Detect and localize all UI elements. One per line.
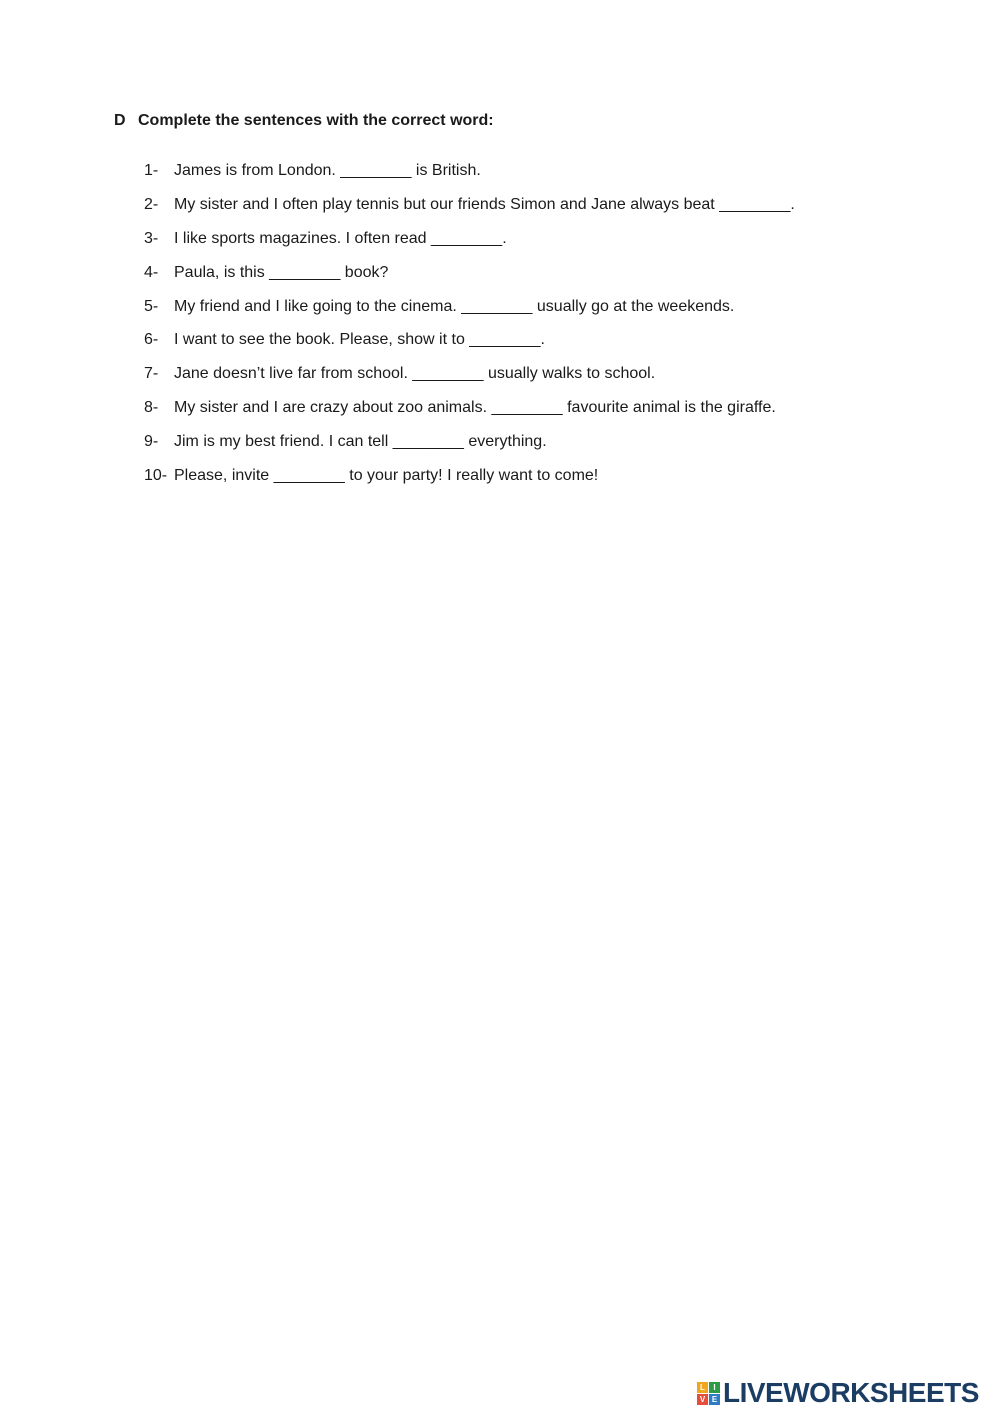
exercise-item-10 [144, 465, 795, 499]
item-number: 9- [144, 433, 159, 451]
item-text: I like sports magazines. I often read ________. [174, 229, 507, 247]
exercise-item-2 [144, 194, 795, 228]
exercise-item-4 [144, 262, 795, 296]
exercise-item-3 [144, 228, 795, 262]
exercise-item-1 [144, 160, 795, 194]
item-text: My friend and I like going to the cinema. ________ usually go at the weekends. [174, 297, 735, 315]
item-number: 2- [144, 195, 159, 213]
logo-tile-v: V [697, 1394, 708, 1405]
item-number: 4- [144, 263, 159, 281]
liveworksheets-logo [697, 1378, 979, 1408]
exercise-item-9 [144, 431, 795, 465]
section-heading [114, 112, 494, 130]
item-text: Jane doesn’t live far from school. ________ usually walks to school. [174, 365, 656, 383]
item-text: My sister and I are crazy about zoo animals. ________ favourite animal is the giraffe. [174, 399, 776, 417]
item-text: Please, invite ________ to your party! I really want to come! [174, 467, 599, 485]
item-number: 8- [144, 399, 159, 417]
item-number: 10- [144, 467, 168, 485]
item-number: 1- [144, 162, 159, 179]
logo-wordmark: LIVEWORKSHEETS [723, 1377, 979, 1408]
section-letter: D [114, 112, 126, 129]
item-text: My sister and I often play tennis but our friends Simon and Jane always beat ________. [174, 195, 795, 213]
item-text: I want to see the book. Please, show it to ________. [174, 331, 545, 349]
logo-icon [697, 1382, 720, 1405]
logo-tile-l: L [697, 1382, 708, 1393]
item-number: 7- [144, 365, 159, 383]
logo-tile-e: E [709, 1394, 720, 1405]
item-text: Jim is my best friend. I can tell ________ everything. [174, 433, 547, 451]
item-number: 6- [144, 331, 159, 349]
item-number: 5- [144, 297, 159, 315]
exercise-item-8 [144, 397, 795, 431]
item-text: Paula, is this ________ book? [174, 263, 389, 281]
exercise-list [144, 160, 795, 499]
item-text: James is from London. ________ is British. [174, 162, 481, 179]
item-number: 3- [144, 229, 159, 247]
exercise-item-5 [144, 296, 795, 330]
section-instruction: Complete the sentences with the correct word: [138, 112, 494, 129]
exercise-item-7 [144, 363, 795, 397]
logo-tile-i: I [709, 1382, 720, 1393]
exercise-item-6 [144, 329, 795, 363]
